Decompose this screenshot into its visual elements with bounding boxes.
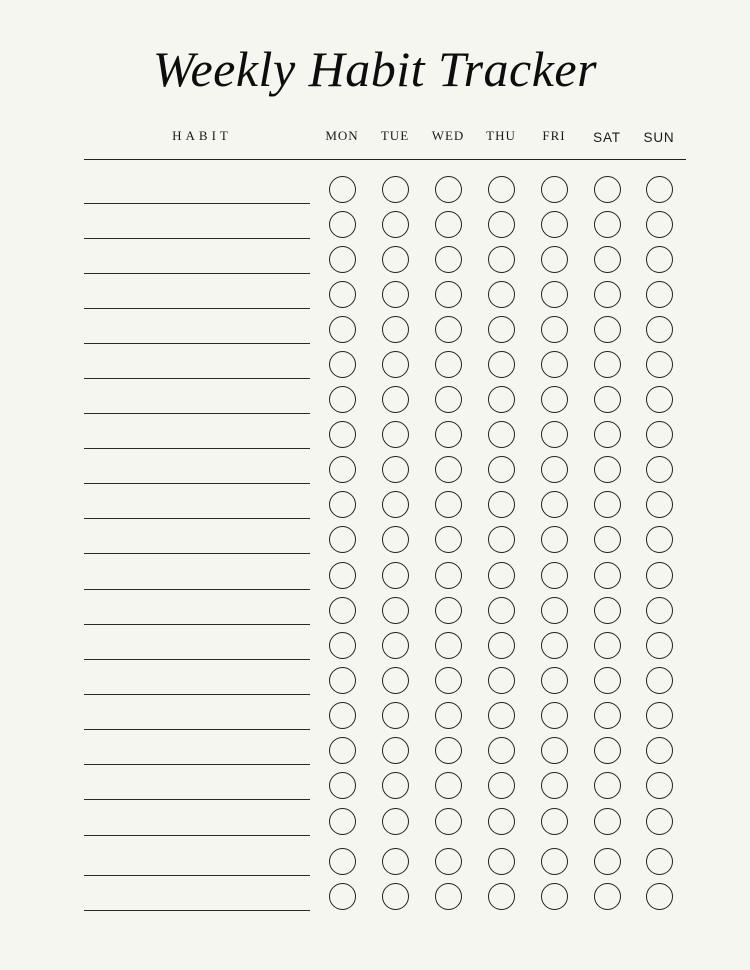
checkbox-mon[interactable] [329,562,356,589]
checkbox-fri[interactable] [541,808,568,835]
checkbox-sat[interactable] [594,737,621,764]
checkbox-wed[interactable] [435,351,462,378]
checkbox-mon[interactable] [329,702,356,729]
checkbox-sat[interactable] [594,702,621,729]
habit-row [0,490,750,525]
checkbox-thu[interactable] [488,281,515,308]
checkbox-fri[interactable] [541,632,568,659]
habit-row [0,175,750,210]
habit-row [0,455,750,490]
checkbox-wed[interactable] [435,456,462,483]
checkbox-wed[interactable] [435,597,462,624]
checkbox-fri[interactable] [541,176,568,203]
checkbox-tue[interactable] [382,386,409,413]
checkbox-tue[interactable] [382,848,409,875]
habit-row [0,420,750,455]
checkbox-tue[interactable] [382,737,409,764]
habit-row [0,771,750,806]
checkbox-mon[interactable] [329,667,356,694]
checkbox-thu[interactable] [488,808,515,835]
checkbox-sun[interactable] [646,316,673,343]
checkbox-fri[interactable] [541,456,568,483]
header-divider [84,159,686,160]
checkbox-thu[interactable] [488,386,515,413]
checkbox-tue[interactable] [382,281,409,308]
checkbox-sat[interactable] [594,526,621,553]
checkbox-tue[interactable] [382,176,409,203]
checkbox-wed[interactable] [435,176,462,203]
checkbox-mon[interactable] [329,772,356,799]
checkbox-mon[interactable] [329,246,356,273]
habit-name-line[interactable] [84,589,310,590]
checkbox-mon[interactable] [329,176,356,203]
checkbox-thu[interactable] [488,848,515,875]
checkbox-thu[interactable] [488,597,515,624]
habit-row [0,807,750,842]
checkbox-sat[interactable] [594,456,621,483]
checkbox-sat[interactable] [594,632,621,659]
checkbox-sun[interactable] [646,456,673,483]
checkbox-fri[interactable] [541,883,568,910]
habit-name-line[interactable] [84,308,310,309]
checkbox-sat[interactable] [594,351,621,378]
checkbox-sun[interactable] [646,562,673,589]
column-header-mon: MON [325,128,359,143]
checkbox-fri[interactable] [541,386,568,413]
checkbox-sun[interactable] [646,281,673,308]
checkbox-mon[interactable] [329,316,356,343]
checkbox-tue[interactable] [382,246,409,273]
checkbox-mon[interactable] [329,597,356,624]
habit-row [0,847,750,882]
checkbox-thu[interactable] [488,491,515,518]
habit-name-line[interactable] [84,799,310,800]
checkbox-sun[interactable] [646,883,673,910]
habit-name-line[interactable] [84,694,310,695]
checkbox-thu[interactable] [488,421,515,448]
checkbox-wed[interactable] [435,246,462,273]
checkbox-tue[interactable] [382,632,409,659]
checkbox-tue[interactable] [382,351,409,378]
checkbox-thu[interactable] [488,316,515,343]
checkbox-tue[interactable] [382,562,409,589]
checkbox-wed[interactable] [435,421,462,448]
column-header-sat: SAT [593,130,621,145]
habit-name-line[interactable] [84,413,310,414]
habit-name-line[interactable] [84,553,310,554]
habit-name-line[interactable] [84,659,310,660]
column-header-thu: THU [486,128,516,143]
checkbox-mon[interactable] [329,848,356,875]
checkbox-sun[interactable] [646,211,673,238]
checkbox-fri[interactable] [541,421,568,448]
checkbox-sat[interactable] [594,808,621,835]
checkbox-sun[interactable] [646,176,673,203]
habit-name-line[interactable] [84,203,310,204]
checkbox-sat[interactable] [594,883,621,910]
habit-row [0,245,750,280]
habit-row [0,882,750,917]
checkbox-sun[interactable] [646,667,673,694]
checkbox-mon[interactable] [329,351,356,378]
checkbox-sat[interactable] [594,246,621,273]
habit-name-line[interactable] [84,238,310,239]
checkbox-sun[interactable] [646,351,673,378]
checkbox-sun[interactable] [646,386,673,413]
checkbox-wed[interactable] [435,848,462,875]
checkbox-tue[interactable] [382,808,409,835]
checkbox-fri[interactable] [541,526,568,553]
habit-name-line[interactable] [84,343,310,344]
habit-row [0,561,750,596]
checkbox-mon[interactable] [329,737,356,764]
checkbox-wed[interactable] [435,491,462,518]
checkbox-sun[interactable] [646,808,673,835]
checkbox-fri[interactable] [541,772,568,799]
checkbox-sat[interactable] [594,176,621,203]
checkbox-fri[interactable] [541,351,568,378]
habit-row [0,631,750,666]
checkbox-tue[interactable] [382,883,409,910]
checkbox-fri[interactable] [541,491,568,518]
habit-row [0,315,750,350]
checkbox-sat[interactable] [594,316,621,343]
checkbox-tue[interactable] [382,702,409,729]
column-header-wed: WED [431,128,465,143]
checkbox-fri[interactable] [541,597,568,624]
checkbox-thu[interactable] [488,772,515,799]
habit-row [0,596,750,631]
habit-row [0,736,750,771]
habit-row [0,280,750,315]
checkbox-sat[interactable] [594,562,621,589]
habit-name-line[interactable] [84,910,310,911]
checkbox-tue[interactable] [382,456,409,483]
habit-row [0,210,750,245]
checkbox-fri[interactable] [541,737,568,764]
checkbox-wed[interactable] [435,808,462,835]
checkbox-tue[interactable] [382,491,409,518]
habit-name-line[interactable] [84,483,310,484]
habit-name-line[interactable] [84,729,310,730]
habit-row [0,350,750,385]
checkbox-wed[interactable] [435,702,462,729]
checkbox-thu[interactable] [488,562,515,589]
checkbox-thu[interactable] [488,456,515,483]
checkbox-thu[interactable] [488,702,515,729]
checkbox-fri[interactable] [541,246,568,273]
checkbox-mon[interactable] [329,526,356,553]
checkbox-wed[interactable] [435,526,462,553]
checkbox-wed[interactable] [435,667,462,694]
checkbox-sun[interactable] [646,526,673,553]
checkbox-thu[interactable] [488,883,515,910]
checkbox-fri[interactable] [541,848,568,875]
checkbox-tue[interactable] [382,316,409,343]
habit-row [0,385,750,420]
checkbox-thu[interactable] [488,246,515,273]
checkbox-sun[interactable] [646,772,673,799]
checkbox-wed[interactable] [435,883,462,910]
checkbox-sun[interactable] [646,632,673,659]
checkbox-tue[interactable] [382,526,409,553]
habit-name-line[interactable] [84,764,310,765]
checkbox-sat[interactable] [594,772,621,799]
habit-row [0,525,750,560]
checkbox-fri[interactable] [541,702,568,729]
checkbox-mon[interactable] [329,632,356,659]
checkbox-sun[interactable] [646,421,673,448]
habit-row [0,666,750,701]
checkbox-mon[interactable] [329,456,356,483]
checkbox-mon[interactable] [329,211,356,238]
checkbox-sat[interactable] [594,211,621,238]
checkbox-wed[interactable] [435,562,462,589]
checkbox-sat[interactable] [594,386,621,413]
checkbox-wed[interactable] [435,316,462,343]
checkbox-sun[interactable] [646,737,673,764]
page-title: Weekly Habit Tracker [152,41,598,97]
checkbox-fri[interactable] [541,281,568,308]
column-header-fri: FRI [542,128,566,143]
checkbox-mon[interactable] [329,883,356,910]
checkbox-thu[interactable] [488,632,515,659]
habit-name-line[interactable] [84,835,310,836]
checkbox-thu[interactable] [488,351,515,378]
checkbox-tue[interactable] [382,667,409,694]
checkbox-sat[interactable] [594,597,621,624]
habit-name-line[interactable] [84,624,310,625]
checkbox-wed[interactable] [435,281,462,308]
checkbox-thu[interactable] [488,526,515,553]
habit-name-line[interactable] [84,448,310,449]
column-header-habit: HABIT [172,128,232,143]
checkbox-thu[interactable] [488,176,515,203]
habit-row [0,701,750,736]
habit-name-line[interactable] [84,378,310,379]
checkbox-fri[interactable] [541,562,568,589]
checkbox-wed[interactable] [435,632,462,659]
checkbox-sat[interactable] [594,667,621,694]
checkbox-tue[interactable] [382,597,409,624]
checkbox-sat[interactable] [594,491,621,518]
checkbox-sat[interactable] [594,281,621,308]
habit-name-line[interactable] [84,875,310,876]
checkbox-sat[interactable] [594,421,621,448]
checkbox-thu[interactable] [488,667,515,694]
checkbox-tue[interactable] [382,772,409,799]
checkbox-thu[interactable] [488,211,515,238]
checkbox-wed[interactable] [435,772,462,799]
checkbox-thu[interactable] [488,737,515,764]
checkbox-fri[interactable] [541,316,568,343]
checkbox-sun[interactable] [646,491,673,518]
column-header-sun: SUN [643,130,675,145]
checkbox-mon[interactable] [329,386,356,413]
checkbox-fri[interactable] [541,667,568,694]
checkbox-fri[interactable] [541,211,568,238]
checkbox-tue[interactable] [382,211,409,238]
checkbox-sun[interactable] [646,597,673,624]
habit-name-line[interactable] [84,273,310,274]
checkbox-sun[interactable] [646,246,673,273]
checkbox-mon[interactable] [329,491,356,518]
checkbox-wed[interactable] [435,211,462,238]
checkbox-sat[interactable] [594,848,621,875]
habit-name-line[interactable] [84,518,310,519]
checkbox-sun[interactable] [646,848,673,875]
checkbox-tue[interactable] [382,421,409,448]
checkbox-wed[interactable] [435,737,462,764]
checkbox-mon[interactable] [329,421,356,448]
checkbox-wed[interactable] [435,386,462,413]
checkbox-sun[interactable] [646,702,673,729]
checkbox-mon[interactable] [329,808,356,835]
checkbox-mon[interactable] [329,281,356,308]
column-header-tue: TUE [380,128,410,143]
